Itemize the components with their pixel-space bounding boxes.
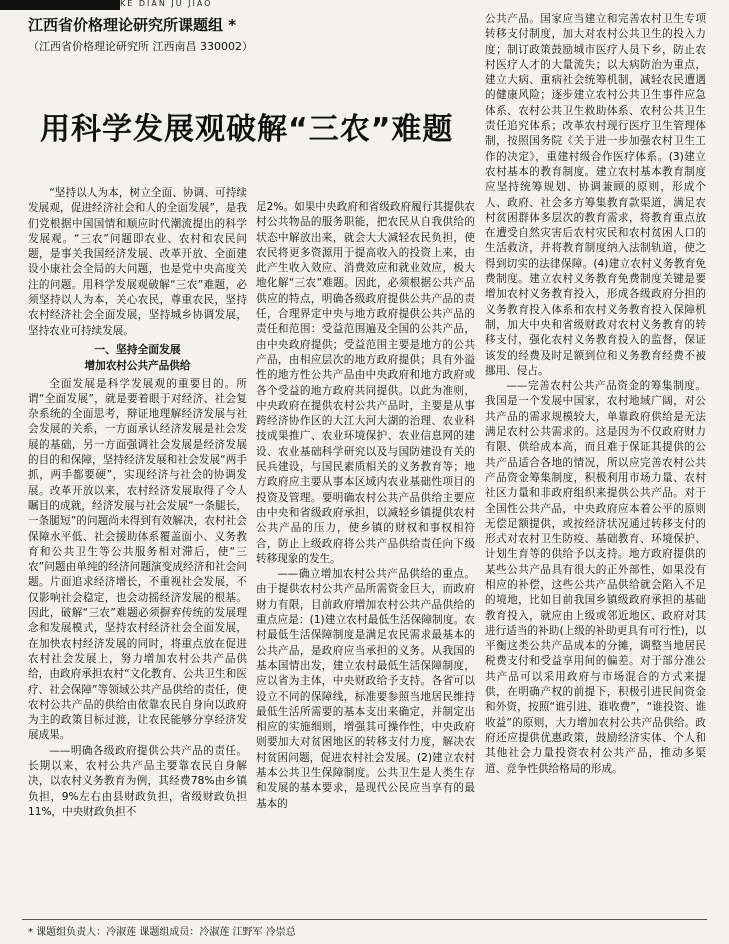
section-heading: 一、坚持全面发展: [94, 342, 181, 356]
footnote-divider: [22, 919, 707, 920]
top-banner: [0, 0, 729, 10]
column-pinyin: KE DIAN JU JIAO: [120, 0, 213, 8]
banner-black-block: [0, 0, 120, 10]
research-group-title: 江西省价格理论研究所课题组 *: [28, 16, 237, 34]
paragraph: 全面发展是科学发展观的重要目的。所谓“全面发展”，就是要着眼于对经济、社会复杂系统的全面思考，辩证地理解经济发展与社会发展的关系，一方面承认经济发展是社会发展的基础，另一方面强调社会发展是经济发展的目的和保障，坚持经济发展和社会发展“两手抓，两手都要硬”，实现经济与社会的协调发展。改革开放以来，农村经济发展取得了令人瞩目的成就，经济发展与社会发展“一条腿长，一条腿短”的问题尚未得到有效解决，农村社会保障水平低、社会援助体系覆盖面小、义务教育和公共卫生等公共服务相对滞后，使“三农”问题由单纯的经济问题演变成经济和社会问题。片面追求经济增长，不重视社会发展，不仅影响社会稳定，也会动摇经济发展的根基。因此，破解“三农”难题必须摒弃传统的发展理念和发展模式，坚持农村经济社会全面发展，在加快农村经济发展的同时，将重点放在促进农村社会发展上，努力增加农村公共产品供给，由政府承担农村“文化教育、公共卫生和医疗、社会保障”等领域公共产品供给的责任，使农村公共产品的供给由依靠农民自身向以政府为主的政策目标过渡，让农民能够分享经济发展成果。: [28, 377, 247, 742]
paragraph: “坚持以人为本，树立全面、协调、可持续发展观，促进经济社会和人的全面发展”，是我们党根据中国国情和顺应时代潮流提出的科学发展观。“三农”问题即农业、农村和农民问题，是事关我国经济发展、改革开放、全面建设小康社会全局的大问题，也是党中央高度关注的问题。用科学发展观破解“三农”难题，必须坚持以人为本，关心农民，尊重农民，坚持农村经济社会全面发展，坚持城乡协调发展，坚持农业可持续发展。: [28, 187, 247, 337]
article-title: 用科学发展观破解“三农”难题: [40, 112, 454, 147]
paragraph: 公共产品。国家应当建立和完善农村卫生专项转移支付制度，加大对农村公共卫生的投入力度；制订政策鼓励城市医疗人员下乡，防止农村医疗人才的大量流失；以大病防治为重点，建立大病、重病社会统筹机制，减轻农民遭遇的健康风险；逐步建立农村公共卫生事件应急体系、农村公共卫生救助体系、农村公共卫生责任追究体系；改革农村现行医疗卫生管理体制，按照国务院《关于进一步加强农村卫生工作的决定》，重建村级合作医疗体系。(3)建立农村基本的教育制度。建立农村基本教育制度应坚持统筹规划、协调兼顾的原则，形成个人、政府、社会多方筹集教育款渠道，满足农村贫困群体多层次的教育需求，将教育重点放在遭受自然灾害后农村灾民和农村贫困人口的生活救济，并将教育制度纳入法制轨道，使之得到切实的法律保障。(4)建立农村义务教育免费制度。建立农村义务教育免费制度关键是要增加农村义务教育投入，形成各级政府分担的义务教育投入体系和农村义务教育投入保障机制，加大中央和省级财政对农村义务教育的转移支付，强化农村义务教育投入的监督，保证该发的经费及时足额到位和义务教育经费不被挪用、侵占。: [485, 13, 706, 377]
paragraph: ——确立增加农村公共产品供给的重点。由于提供农村公共产品所需资金巨大，而政府财力有限，目前政府增加农村公共产品供给的重点应是：(1)建立农村最低生活保障制度。农村最低生活保障制度是满足农民需求最基本的公共产品，是政府应当承担的义务。从我国的基本国情出发，建立农村最低生活保障制度，应以省为主体，中央财政给予支持。各省可以设立不同的保障线，标准要参照当地居民维持最低生活所需要的基本支出来确定，并制定出相应的实施细则，增强其可操作性，中央政府则要加大对贫困地区的转移支付力度，解决农村贫困问题，促进农村社会发展。(2)建立农村基本公共卫生保障制度。公共卫生是人类生存和发展的基本要求，是现代公民应当享有的最基本的: [256, 568, 475, 810]
article-column-2: [256, 200, 475, 912]
article-column-3: [485, 12, 706, 912]
paragraph: ——完善农村公共产品资金的筹集制度。我国是一个发展中国家，农村地域广阔，对公共产品的需求规模较大，单靠政府供给是无法满足农村公共需求的。这是因为不仅政府财力有限、供给成本高，而且难于保证其提供的公共产品适合各地的情况，所以应完善农村公共产品资金筹集制度，积极利用市场力量、农村社区力量和非政府组织来提供公共产品。对于全国性公共产品，中央政府应本着公平的原则无偿足额提供，或按经济状况通过转移支付的形式对农村卫生防疫、基础教育、环境保护、计划生育等的供给予以支持。地方政府提供的某些公共产品具有很大的正外部性，如果没有相应的补偿，这些公共产品供给就会陷入不足的境地，比如目前我国乡镇级政府承担的基础教育投入，就应由上级或邻近地区、政府对其进行适当的补助(上级的补助更具有可行性)，以平衡这类公共产品成本的分摊，调整当地居民税费支付和受益享用间的偏差。对于部分准公共产品可以采用政府与市场混合的方式来提供，在明确产权的前提下，积极引进民间资金和外资，按照“谁引进、谁收费”，“谁投资、谁收益”的原则，大力增加农村公共产品供给。政府还应提供优惠政策，鼓励经济实体、个人和其他社会力量投资农村公共产品，推动多渠道、竞争性供给格局的形成。: [485, 380, 706, 775]
author-affiliation: （江西省价格理论研究所 江西南昌 330002）: [28, 40, 253, 53]
paragraph: 足2%。如果中央政府和省级政府履行其提供农村公共物品的服务职能，把农民从自我供给的状态中解放出来，就会大大减轻农民负担，使农民将更多资源用于提高收入的投资上来，由此产生收入效应、消费效应和就业效应，极大地化解“三农”难题。因此，必须根据公共产品供应的特点，明确各级政府提供公共产品的责任，合理界定中央与地方政府提供公共产品的责任和范围：受益范围遍及全国的公共产品，由中央政府提供；受益范围主要是地方的公共产品，由相应层次的地方政府提供；具有外溢性的地方性公共产品由中央政府和地方政府或各个受益的地方政府共同提供。以此为准则，中央政府在提供农村公共产品时，主要是从事跨经济协作区的大江大河大湖的治理、农业科技成果推广、农业环境保护、农业信息网的建设、农业基础科学研究以及与国防建设有关的民兵建设，与国民素质相关的义务教育等；地方政府应主要从事本区域内农业基础性项目的投资及管理。要明确农村公共产品供给主要应由中央和省级政府承担，以减轻乡镇提供农村公共产品的压力，使乡镇的财权和事权相符合，防止上级政府将公共产品供给责任向下级转移现象的发生。: [256, 201, 475, 565]
footnote: * 课题组负责人：冷淑莲 课题组成员：冷淑莲 江野军 冷崇总: [28, 927, 296, 938]
section-subheading: 增加农村公共产品供给: [84, 360, 191, 373]
paragraph: ——明确各级政府提供公共产品的责任。长期以来，农村公共产品主要靠农民自身解决，以农村义务教育为例，其经费78%由乡镇负担，9%左右由县财政负担，省级财政负担11%，中央财政负担不: [28, 744, 247, 818]
article-column-1: [28, 186, 247, 912]
